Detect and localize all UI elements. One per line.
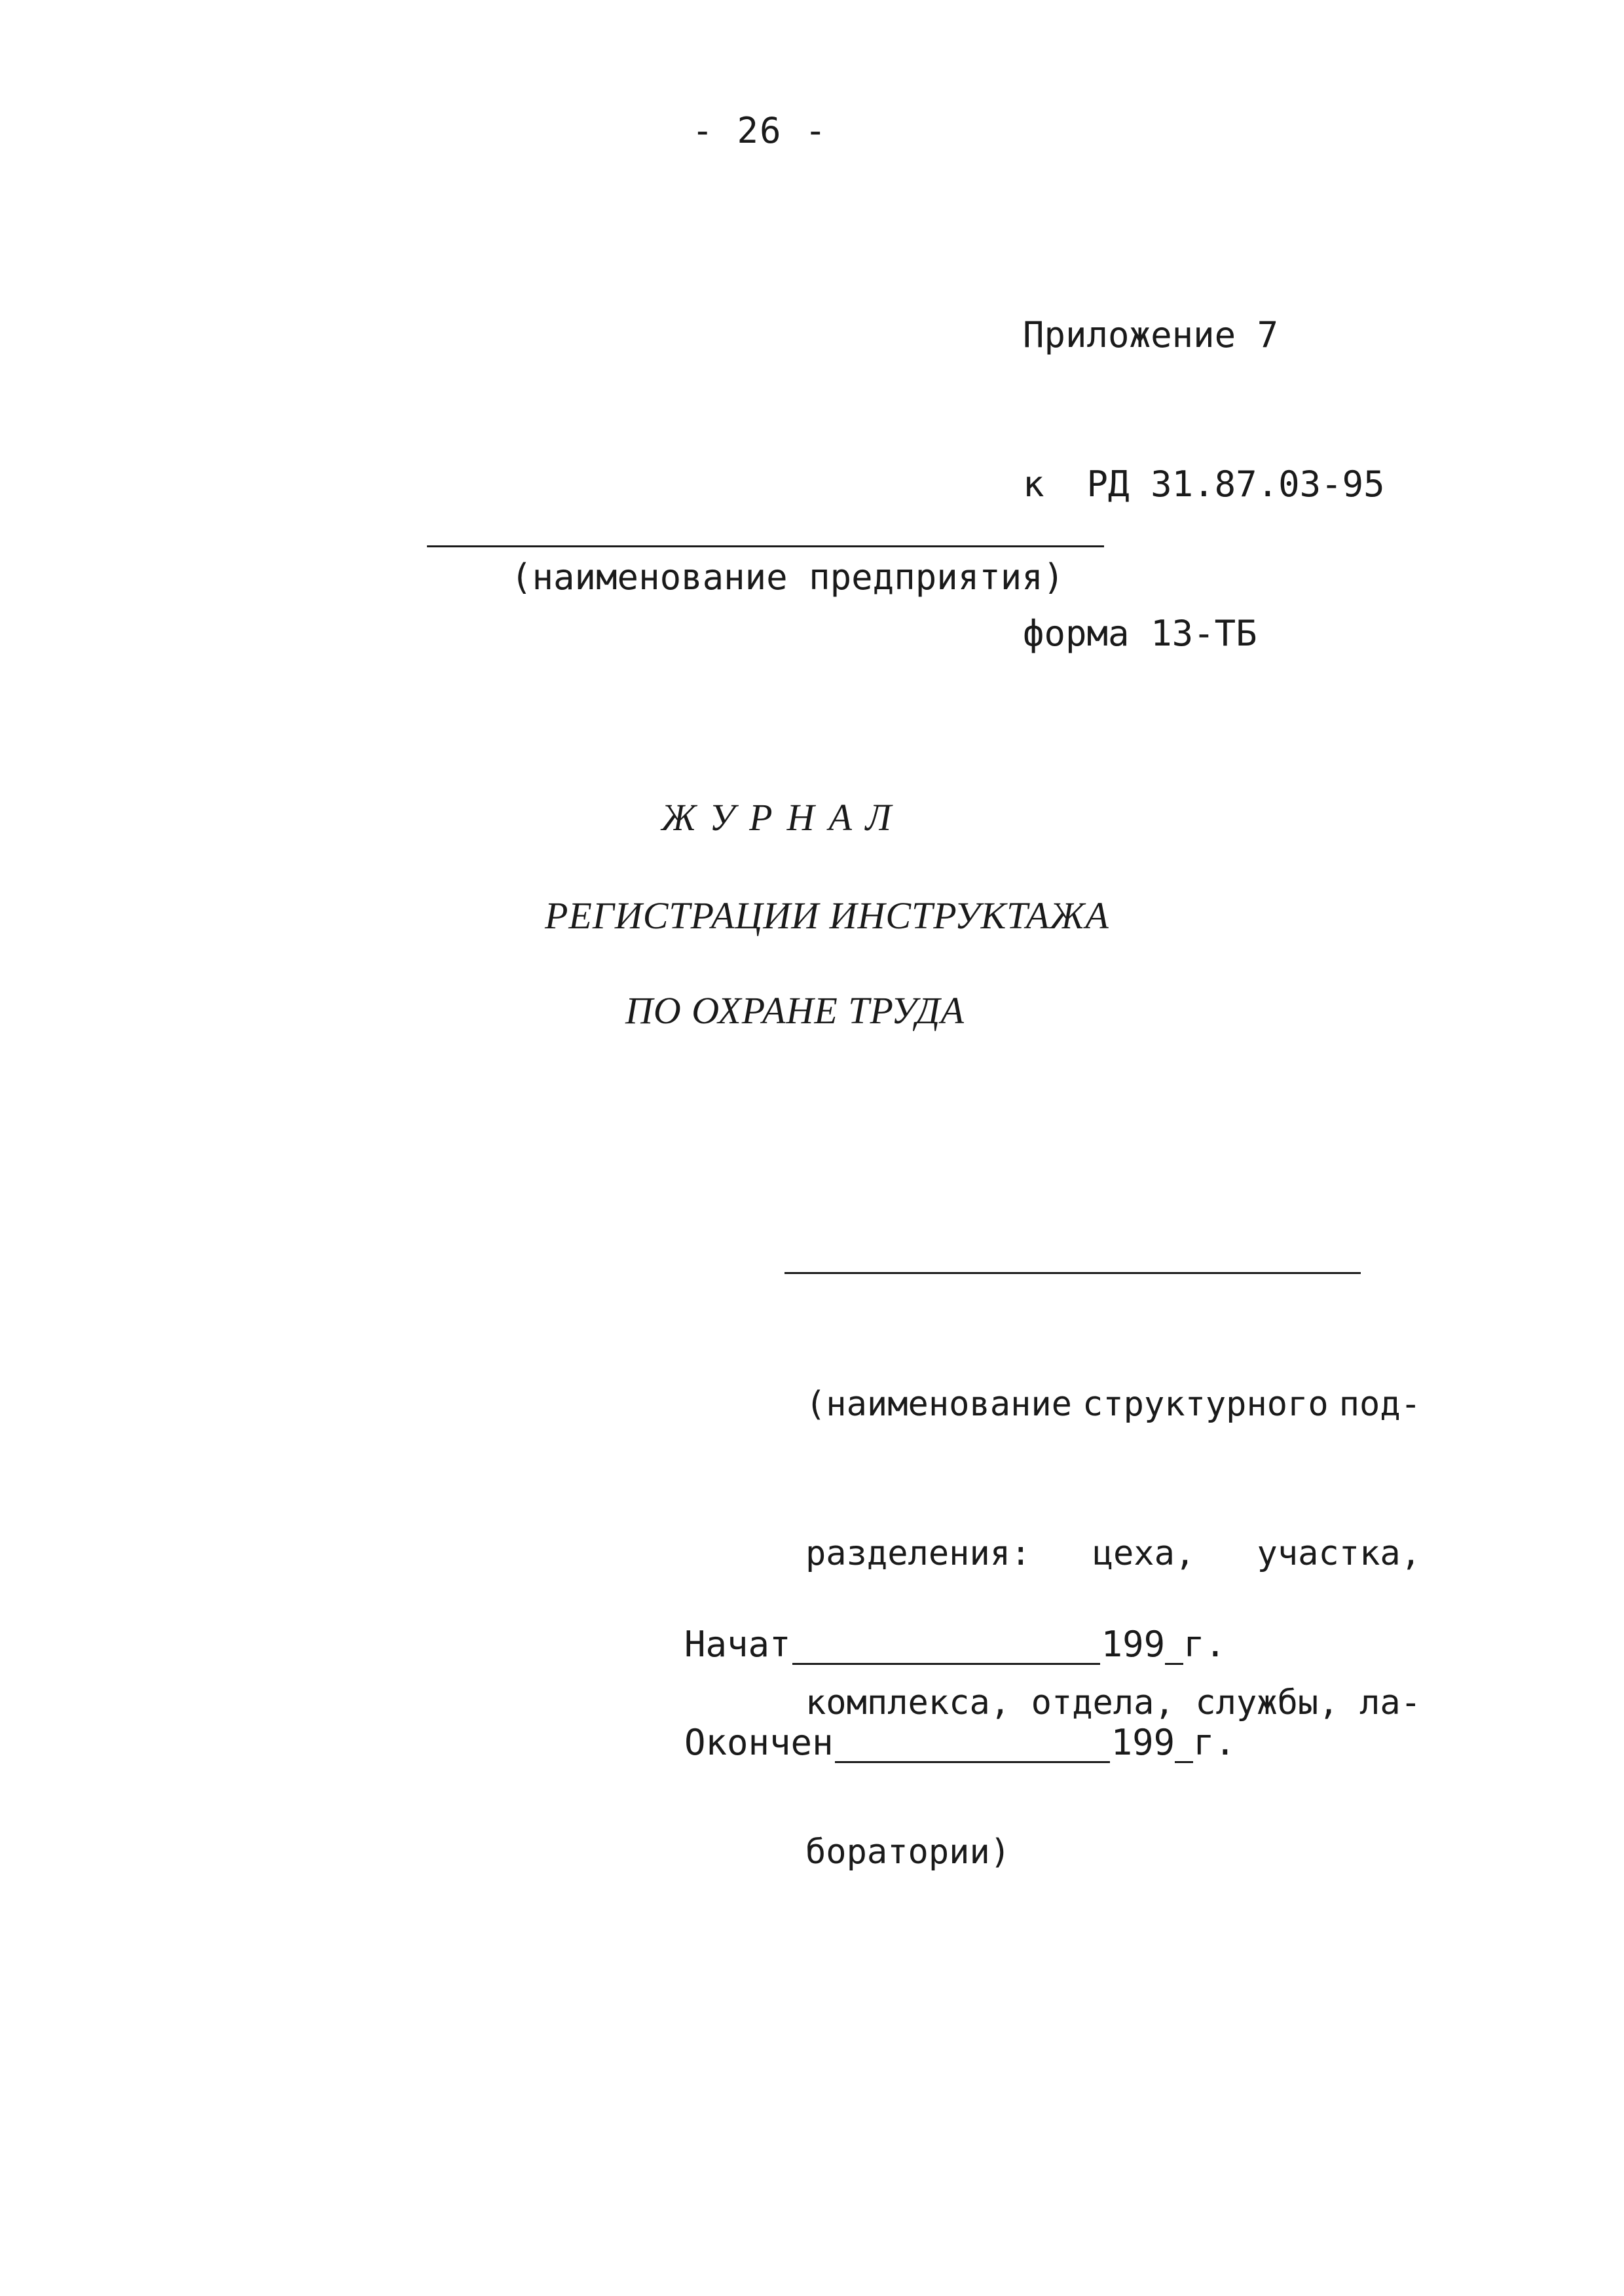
enterprise-name-blank-line <box>427 545 1104 547</box>
caption-word: под- <box>1338 1385 1421 1424</box>
subdivision-caption-line-2 <box>805 1529 1421 1578</box>
caption-word: службы, <box>1195 1683 1339 1722</box>
started-date-blank <box>792 1631 1100 1665</box>
subdivision-caption-line-3 <box>805 1678 1421 1728</box>
caption-word: структурного <box>1082 1385 1329 1424</box>
caption-word: цеха, <box>1092 1534 1196 1573</box>
ended-date-row <box>684 1722 1236 1763</box>
caption-word: (наименование <box>805 1385 1072 1424</box>
caption-word: отдела, <box>1031 1683 1175 1722</box>
ended-year-suffix: г. <box>1193 1722 1236 1763</box>
subdivision-caption-line-1 <box>805 1379 1421 1429</box>
subdivision-caption-line-4: боратории) <box>805 1832 1011 1872</box>
caption-word: комплекса, <box>805 1683 1011 1722</box>
caption-word: ла- <box>1359 1683 1421 1722</box>
appendix-reference: к РД 31.87.03-95 <box>1023 464 1385 505</box>
started-label: Начат <box>684 1624 791 1665</box>
caption-word: участка, <box>1257 1534 1421 1573</box>
started-date-row <box>684 1624 1226 1665</box>
appendix-form-number: форма 13-ТБ <box>1023 613 1257 654</box>
subdivision-name-blank-line <box>784 1272 1361 1274</box>
appendix-label: Приложение 7 <box>1023 314 1279 355</box>
started-year-prefix: 199 <box>1101 1624 1166 1665</box>
ended-date-blank <box>835 1730 1110 1763</box>
ended-label: Окончен <box>684 1722 834 1763</box>
journal-subtitle-labor-protection: ПО ОХРАНЕ ТРУДА <box>625 989 965 1032</box>
ended-year-blank <box>1175 1730 1193 1763</box>
started-year-blank <box>1165 1631 1183 1665</box>
page-number: - 26 - <box>692 110 828 151</box>
ended-year-prefix: 199 <box>1111 1722 1175 1763</box>
enterprise-name-caption: (наименование предприятия) <box>511 556 1065 598</box>
journal-title: ЖУРНАЛ <box>661 796 906 839</box>
appendix-block <box>1023 211 1385 758</box>
journal-subtitle-registration: РЕГИСТРАЦИИ ИНСТРУКТАЖА <box>545 894 1109 937</box>
caption-word: разделения: <box>805 1534 1031 1573</box>
started-year-suffix: г. <box>1183 1624 1227 1665</box>
